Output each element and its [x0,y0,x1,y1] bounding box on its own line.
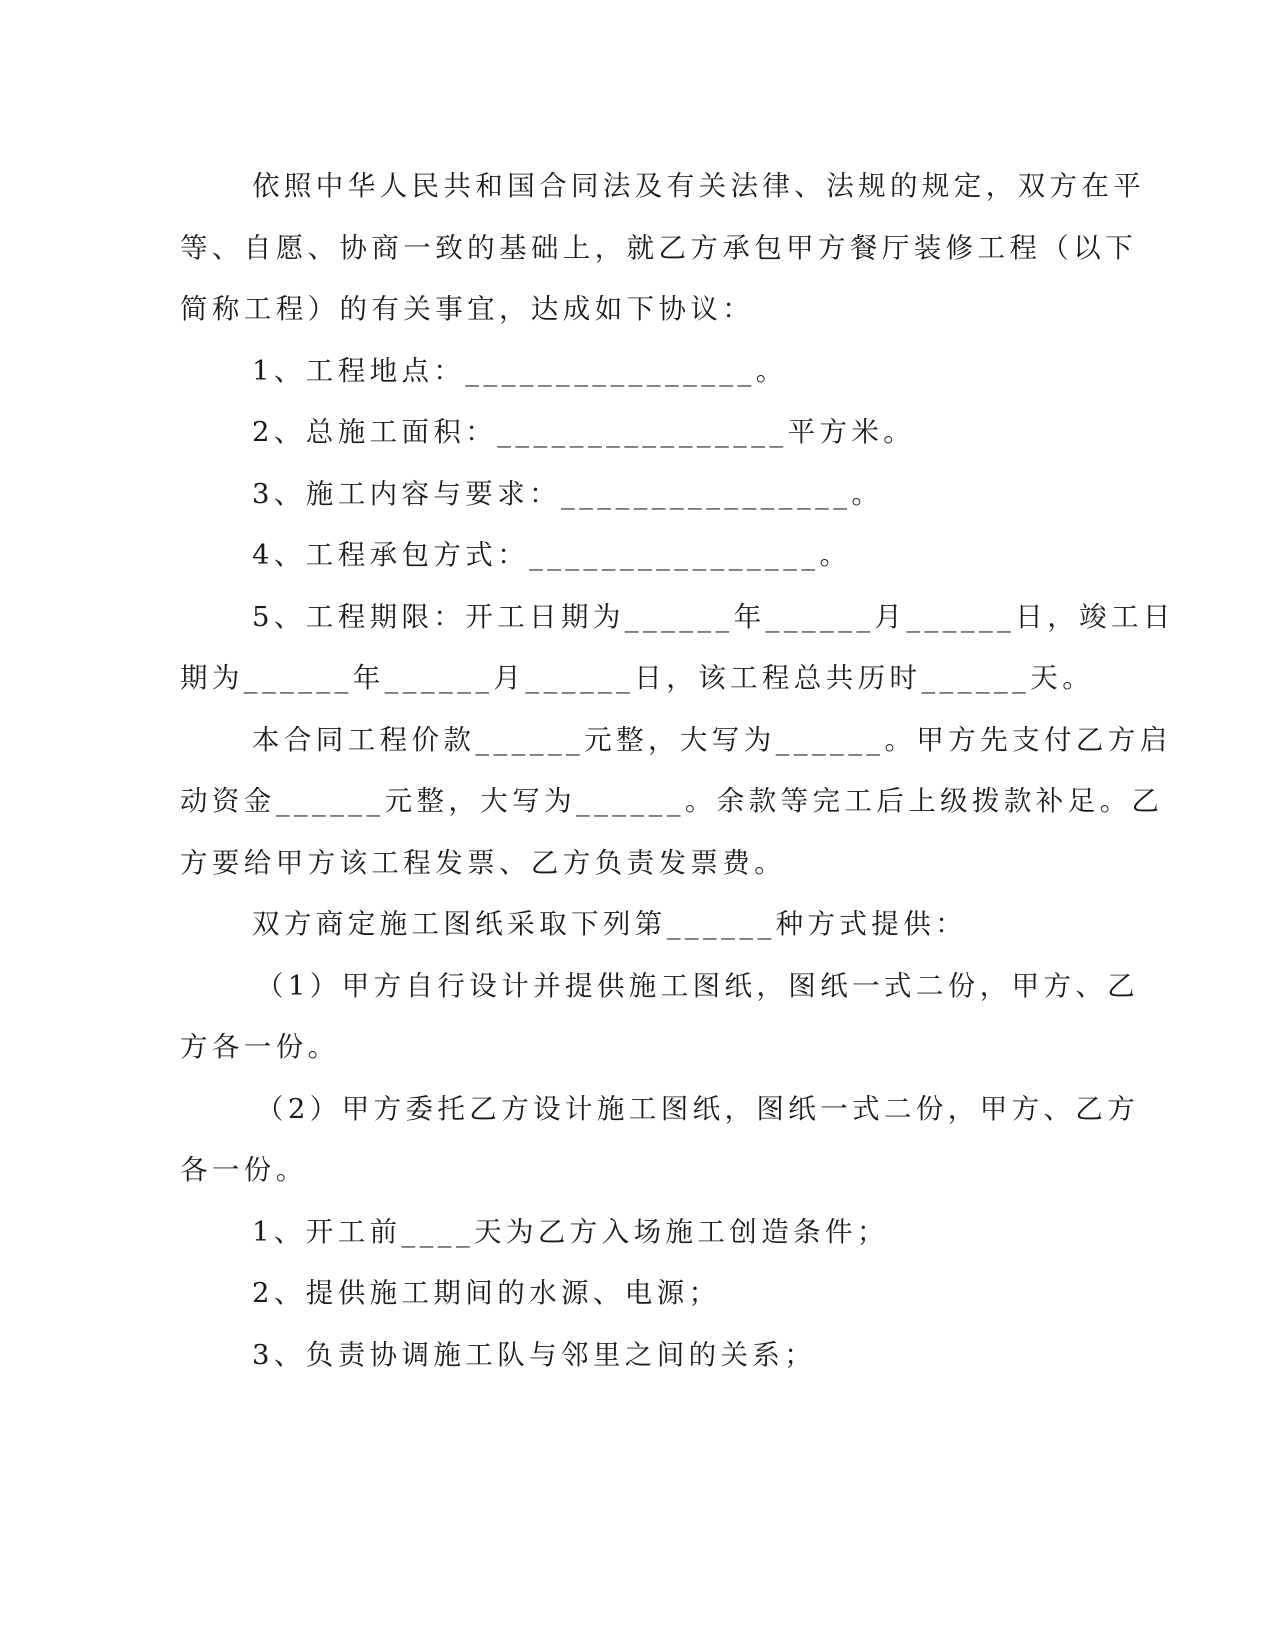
option-2-line-1: （2）甲方委托乙方设计施工图纸，图纸一式二份，甲方、乙方 [256,1092,1140,1125]
clause-contract-method: 4、工程承包方式：________________。 [252,539,852,571]
paragraph-price-line-2: 动资金______元整，大写为______。余款等完工后上级拨款补足。乙 [180,785,1164,817]
clause-project-location: 1、工程地点：________________。 [252,354,788,387]
contract-page [180,156,1175,1386]
option-1-line-1: （1）甲方自行设计并提供施工图纸，图纸一式二份，甲方、乙 [256,969,1140,1002]
paragraph-drawings: 双方商定施工图纸采取下列第______种方式提供： [252,908,967,940]
duty-item-3: 3、负责协调施工队与邻里之间的关系； [252,1338,817,1371]
paragraph-price-line-3: 方要给甲方该工程发票、乙方负责发票费。 [180,846,787,879]
option-1-line-2: 方各一份。 [180,1031,340,1063]
clause-project-period-line-1: 5、工程期限：开工日期为______年______月______日，竣工日 [252,600,1175,633]
paragraph-preamble-line-1: 依照中华人民共和国合同法及有关法律、法规的规定，双方在平 [252,170,1146,202]
duty-item-2: 2、提供施工期间的水源、电源； [252,1277,721,1309]
paragraph-preamble-line-3: 简称工程）的有关事宜，达成如下协议： [180,293,755,325]
option-2-line-2: 各一份。 [180,1154,308,1186]
paragraph-preamble-line-2: 等、自愿、协商一致的基础上，就乙方承包甲方餐厅装修工程（以下 [180,231,1137,264]
clause-total-area: 2、总施工面积：________________平方米。 [252,416,916,448]
clause-project-period-line-2: 期为______年______月______日，该工程总共历时______天。 [180,662,1095,694]
clause-content-requirements: 3、施工内容与要求：________________。 [252,477,884,510]
paragraph-price-line-1: 本合同工程价款______元整，大写为______。甲方先支付乙方启 [252,723,1172,756]
duty-item-1: 1、开工前____天为乙方入场施工创造条件； [252,1215,889,1248]
